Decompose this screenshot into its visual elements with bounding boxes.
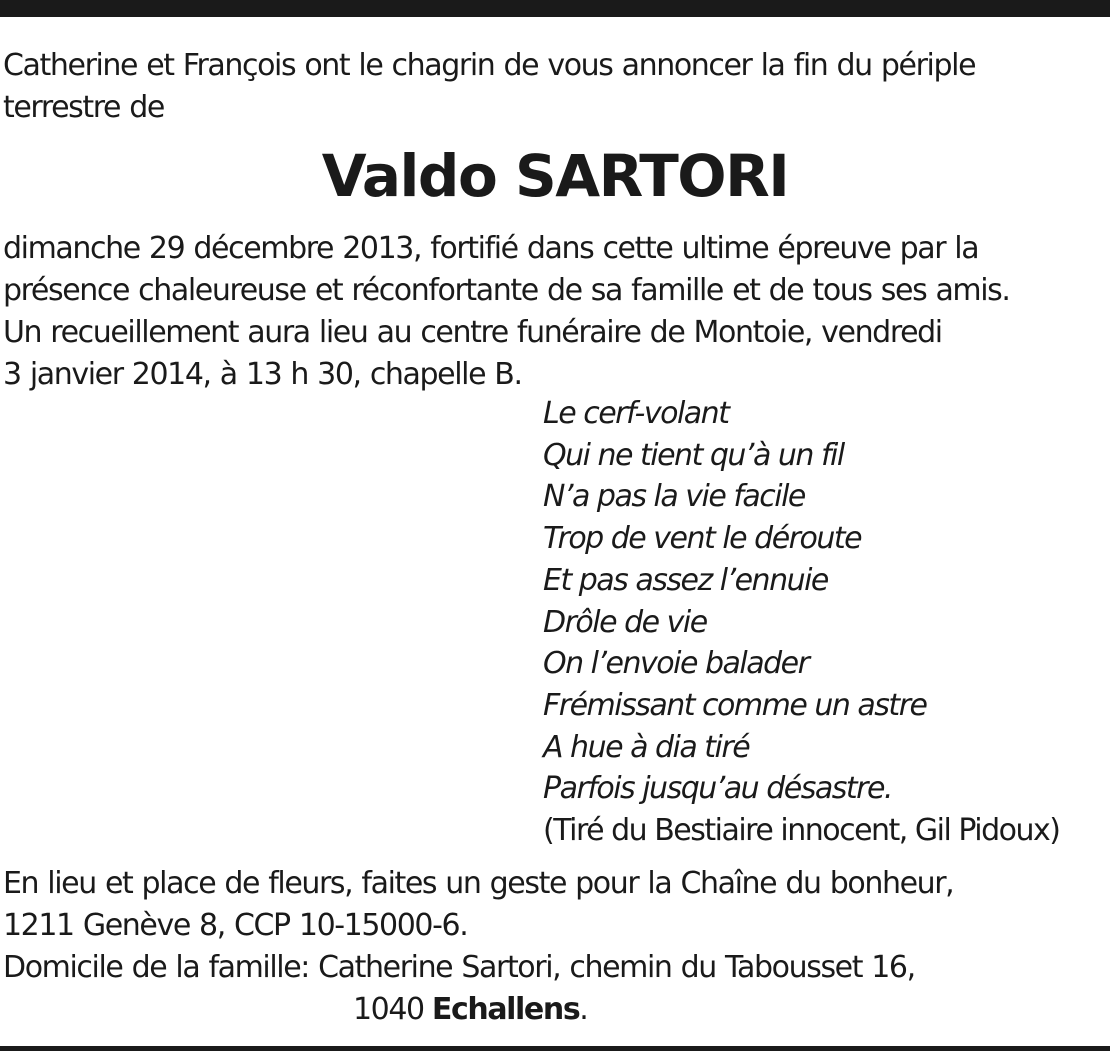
announcement-line-1: dimanche 29 décembre 2013, fortifié dans cette ultime épreuve par la xyxy=(3,231,979,266)
poem-line: Drôle de vie xyxy=(543,604,707,640)
donation-line-1: En lieu et place de fleurs, faites un geste pour la Chaîne du bonheur, xyxy=(3,866,954,901)
announcement-line-3: Un recueillement aura lieu au centre funéraire de Montoie, vendredi xyxy=(3,315,942,350)
bottom-rule xyxy=(0,1046,1110,1051)
domicile-postcode: 1040 xyxy=(353,992,424,1027)
top-rule xyxy=(0,0,1110,17)
poem-line: A hue à dia tiré xyxy=(543,729,750,765)
donation-line-2: 1211 Genève 8, CCP 10-15000-6. xyxy=(3,908,468,943)
domicile-city-line xyxy=(353,989,587,1031)
deceased-name: Valdo SARTORI xyxy=(321,142,789,210)
poem-line: N’a pas la vie facile xyxy=(543,479,805,515)
intro-line-1: Catherine et François ont le chagrin de vous annoncer la fin du périple xyxy=(3,48,976,83)
poem xyxy=(543,393,1059,852)
announcement-line-4: 3 janvier 2014, à 13 h 30, chapelle B. xyxy=(3,357,522,392)
poem-line: Le cerf-volant xyxy=(543,396,729,431)
poem-line: Frémissant comme un astre xyxy=(543,687,927,723)
intro-line-2: terrestre de xyxy=(3,90,164,125)
domicile-period: . xyxy=(579,992,588,1027)
poem-line: Qui ne tient qu’à un fil xyxy=(543,437,844,473)
announcement-paragraph xyxy=(3,228,1103,396)
announcement-line-2: présence chaleureuse et réconfortante de sa famille et de tous ses amis. xyxy=(3,273,1010,308)
donation-paragraph xyxy=(3,863,1103,989)
poem-source: (Tiré du Bestiaire innocent, Gil Pidoux) xyxy=(543,813,1060,849)
poem-line: Et pas assez l’ennuie xyxy=(543,562,828,598)
domicile-city: Echallens xyxy=(431,992,580,1027)
poem-line: Trop de vent le déroute xyxy=(543,521,862,557)
poem-line: Parfois jusqu’au désastre. xyxy=(543,771,892,807)
poem-line: On l’envoie balader xyxy=(543,646,809,682)
domicile-line: Domicile de la famille: Catherine Sartori, chemin du Tabousset 16, xyxy=(3,950,915,985)
intro-paragraph xyxy=(3,45,1103,129)
